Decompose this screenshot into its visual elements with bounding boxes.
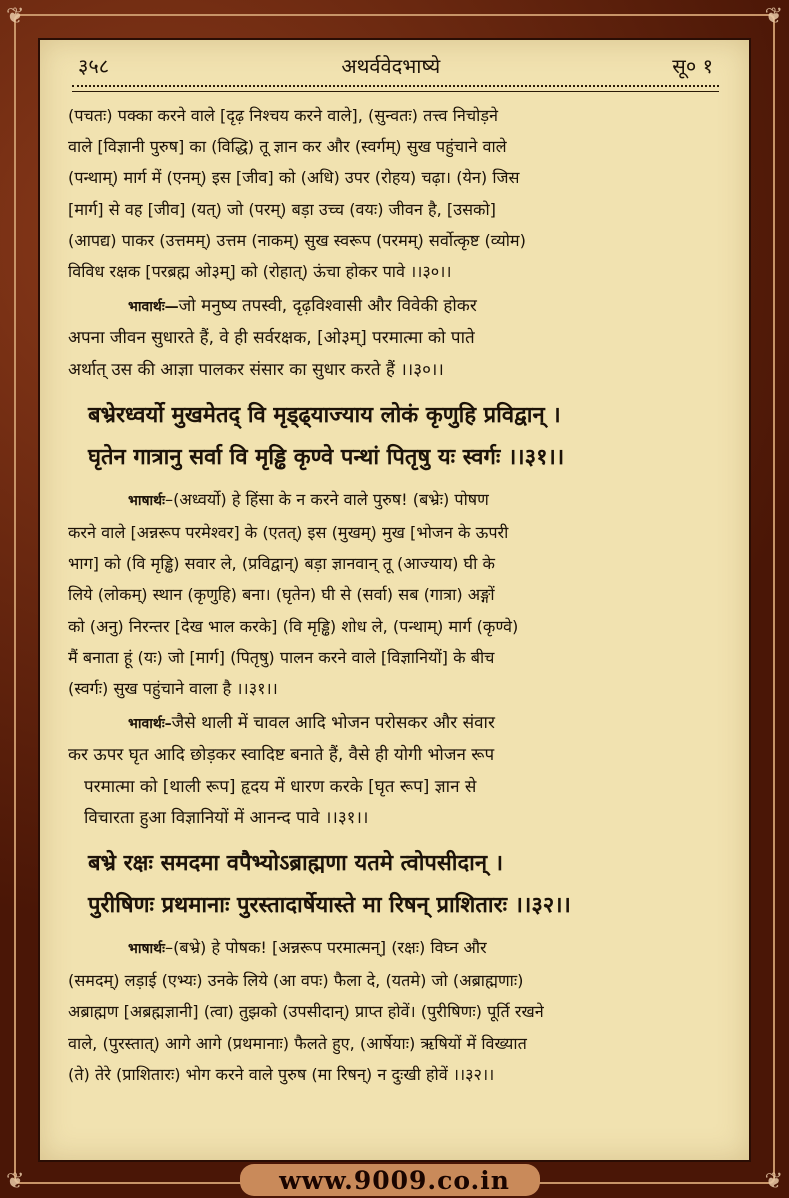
text-line: कर ऊपर घृत आदि छोड़कर स्वादिष्ट बनाते हैं, वैसे ही योगी भोजन रूप [68, 745, 495, 766]
text-line: वाले [विज्ञानी पुरुष] का (विद्धि) तू ज्ञान कर और (स्वर्गम्) सुख पहुंचाने वाले [68, 137, 507, 157]
text-line: भाग] को (वि मृड्ढि) सवार ले, (प्रविद्वान्) बड़ा ज्ञानवान् तू (आज्याय) घी के [68, 554, 495, 574]
corner-ornament-icon: ❦ [6, 1169, 25, 1194]
page-number: ३५८ [78, 54, 110, 78]
text-line: विविध रक्षक [परब्रह्म ओ३म्] को (रोहात्) ऊंचा होकर पावे ।।३०।। [68, 262, 452, 282]
text-line: करने वाले [अन्नरूप परमेश्वर] के (एतत्) इस (मुखम्) मुख [भोजन के ऊपरी [68, 523, 509, 543]
verse-line: बभ्रे रक्षः समदमा वपैभ्योऽब्राह्मणा यतमे त्वोपसीदान् । [88, 850, 504, 877]
text-line: (स्वर्गः) सुख पहुंचाने वाला है ।।३१।। [68, 679, 278, 699]
text-line: (ते) तेरे (प्राशितारः) भोग करने वाले पुरुष (मा रिषन्) न दुःखी होवें ।।३२।। [68, 1064, 495, 1084]
text-line: (आपद्य) पाकर (उत्तमम्) उत्तम (नाकम्) सुख स्वरूप (परमम्) सर्वोत्कृष्ट (व्योम) [68, 230, 526, 250]
text-line: को (अनु) निरन्तर [देख भाल करके] (वि मृड्ढि) शोध ले, (पन्थाम्) मार्ग (कृण्वे) [68, 616, 519, 636]
text-line: अर्थात् उस की आज्ञा पालकर संसार का सुधार करते हैं ।।३०।। [68, 359, 444, 380]
page-header [68, 52, 723, 79]
corner-ornament-icon: ❦ [6, 4, 25, 29]
translation-label: भाषार्थः [128, 492, 165, 509]
meaning-block-31 [68, 708, 723, 834]
text-line: अपना जीवन सुधारते हैं, वे ही सर्वरक्षक, [ओ३म्] परमात्मा को पाते [68, 328, 475, 349]
text-line: विचारता हुआ विज्ञानियों में आनन्द पावे ।।३१।। [84, 807, 369, 828]
text-line: लिये (लोकम्) स्थान (कृणुहि) बना। (घृतेन) घी से (सर्वा) सब (गात्रा) अङ्गों [68, 585, 495, 605]
text-line: (समदम्) लड़ाई (एभ्यः) उनके लिये (आ वपः) फैला दे, (यतमे) जो (अब्राह्मणाः) [68, 971, 524, 991]
text-line: [मार्ग] से वह [जीव] (यत्) जो (परम्) बड़ा उच्च (वयः) जीवन है, [उसको] [68, 199, 496, 219]
meaning-block-30 [68, 291, 723, 386]
corner-ornament-icon: ❦ [764, 4, 783, 29]
meaning-label: भावार्थः– [128, 716, 172, 733]
verse-line: घृतेन गात्रानु सर्वा वि मृड्ढि कृण्वे पन्थां पितृषु यः स्वर्गः ।।३१।। [88, 443, 565, 470]
header-divider [72, 85, 719, 92]
text-line: वाले, (पुरस्तात्) आगे आगे (प्रथमानाः) फैलते हुए, (आर्षेयाः) ऋषियों में विख्यात [68, 1033, 527, 1053]
meaning-label: भावार्थः— [128, 299, 179, 316]
text-line: मैं बनाता हूं (यः) जो [मार्ग] (पितृषु) पालन करने वाले [विज्ञानियों] के बीच [68, 647, 495, 667]
book-page [38, 38, 751, 1162]
translation-label: भाषार्थः [128, 941, 165, 958]
commentary-block-30 [68, 100, 723, 287]
sukta-number: सू० १ [672, 54, 713, 78]
commentary-block-31 [68, 484, 723, 704]
verse-32 [88, 842, 723, 926]
page-title: अथर्ववेदभाष्ये [341, 54, 441, 78]
text-line: (पन्थाम्) मार्ग में (एनम्) इस [जीव] को (अधि) उपर (रोहय) चढ़ा। (येन) जिस [68, 168, 520, 188]
corner-ornament-icon: ❦ [764, 1169, 783, 1194]
verse-31 [88, 394, 723, 478]
website-footer[interactable]: www.9009.co.in [279, 1166, 510, 1195]
text-line: जो मनुष्य तपस्वी, दृढ़विश्वासी और विवेकी होकर [178, 296, 477, 317]
text-line: अब्राह्मण [अब्रह्मज्ञानी] (त्वा) तुझको (उपसीदान्) प्राप्त होवें। (पुरीषिणः) पूर्ति रखने [68, 1002, 544, 1022]
commentary-block-32 [68, 932, 723, 1090]
text-line: परमात्मा को [थाली रूप] हृदय में धारण करके [घृत रूप] ज्ञान से [84, 776, 477, 797]
text-line: जैसे थाली में चावल आदि भोजन परोसकर और संवार [171, 713, 495, 734]
text-line: –(बभ्रे) हे पोषक! [अन्नरूप परमात्मन्] (रक्षः) विघ्न और [164, 938, 487, 958]
text-line: (पचतः) पक्का करने वाले [दृढ़ निश्चय करने वाले], (सुन्वतः) तत्त्व निचोड़ने [68, 106, 498, 125]
text-line: –(अध्वर्यो) हे हिंसा के न करने वाले पुरुष! (बभ्रेः) पोषण [164, 489, 489, 509]
verse-line: पुरीषिणः प्रथमानाः पुरस्तादार्षेयास्ते मा रिषन् प्राशितारः ।।३२।। [88, 892, 571, 919]
verse-line: बभ्रेरध्वर्यो मुखमेतद् वि मृड्ढ्याज्याय लोकं कृणुहि प्रविद्वान् । [88, 401, 561, 428]
